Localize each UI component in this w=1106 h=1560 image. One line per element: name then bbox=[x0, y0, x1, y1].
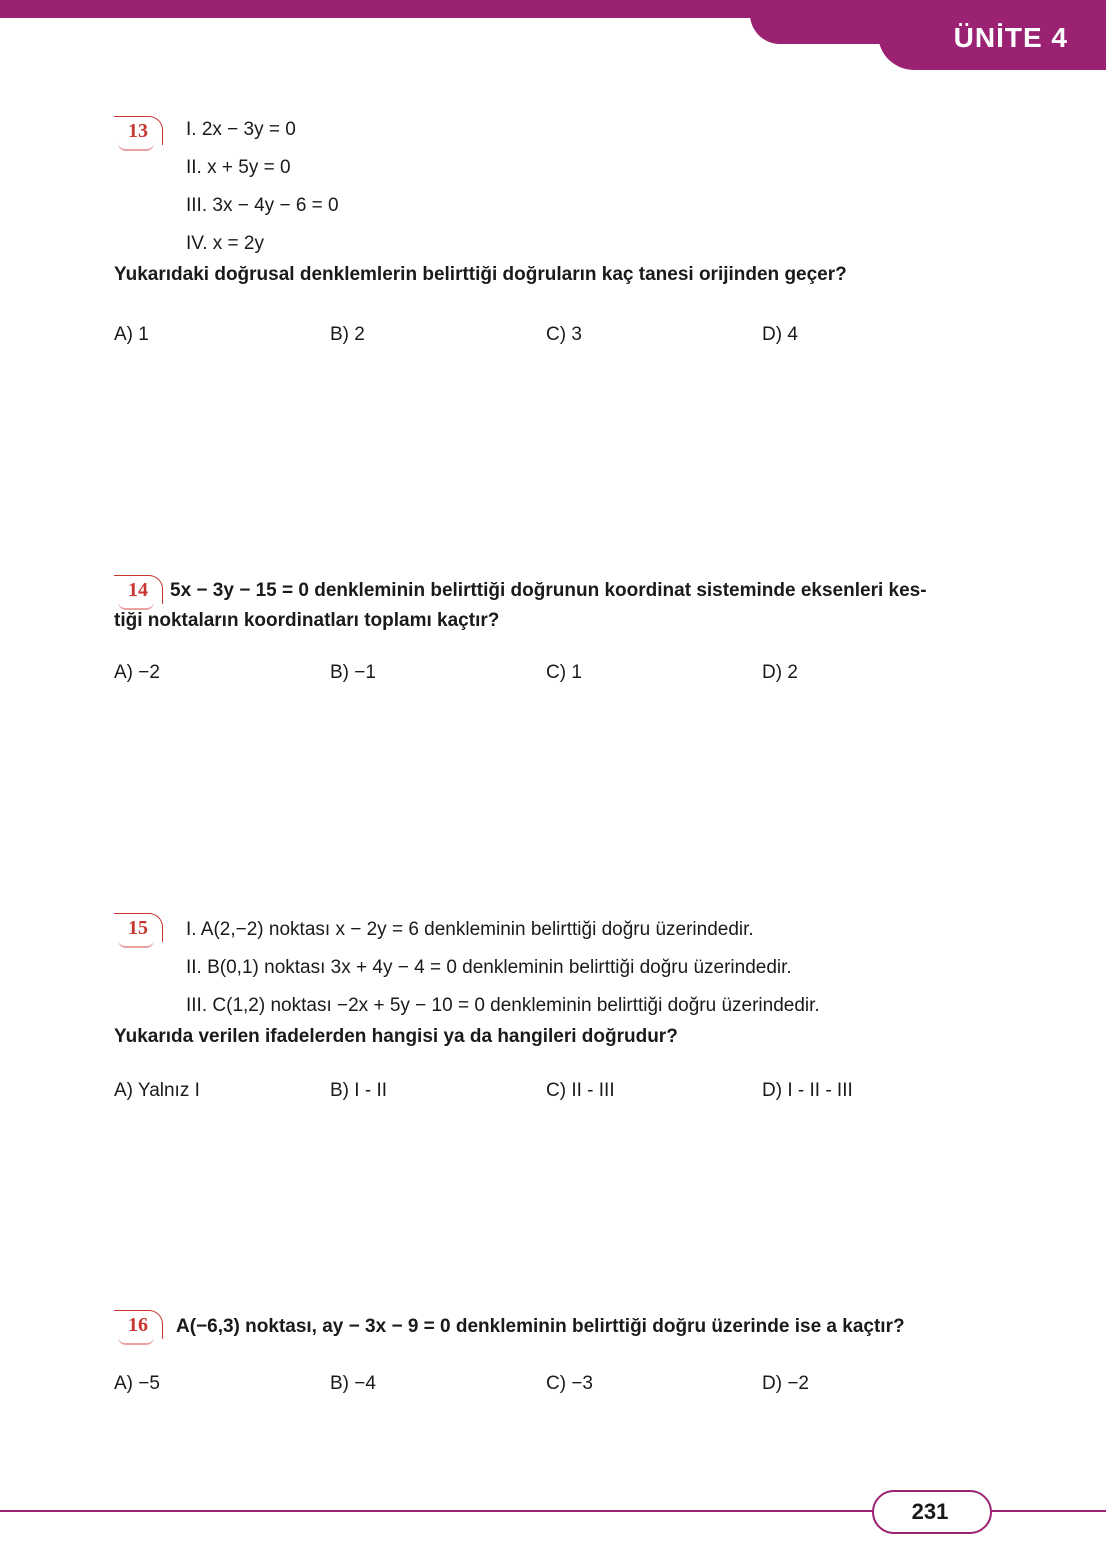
question-15-prompt: Yukarıda verilen ifadelerden hangisi ya da hangileri doğrudur? bbox=[114, 1026, 678, 1047]
question-14-option-a[interactable]: A) −2 bbox=[114, 662, 160, 683]
question-number-badge: 13 bbox=[114, 116, 163, 145]
question-13-option-d[interactable]: D) 4 bbox=[762, 324, 798, 345]
question-number-badge: 16 bbox=[114, 1310, 163, 1339]
page-number: 231 bbox=[911, 1499, 949, 1524]
question-14-option-b[interactable]: B) −1 bbox=[330, 662, 376, 683]
question-16-option-a[interactable]: A) −5 bbox=[114, 1373, 160, 1394]
question-13-option-a[interactable]: A) 1 bbox=[114, 324, 149, 345]
question-13-prompt: Yukarıdaki doğrusal denklemlerin belirttiği doğruların kaç tanesi orijinden geçer? bbox=[114, 264, 847, 285]
question-number-badge: 14 bbox=[114, 575, 163, 604]
question-16-prompt: A(−6,3) noktası, ay − 3x − 9 = 0 denkleminin belirttiği doğru üzerinde ise a kaçtır? bbox=[176, 1316, 905, 1337]
question-15-item-1: I. A(2,−2) noktası x − 2y = 6 denkleminin belirttiği doğru üzerindedir. bbox=[186, 919, 754, 940]
question-14-option-d[interactable]: D) 2 bbox=[762, 662, 798, 683]
question-14-prompt-line-2: tiği noktaların koordinatları toplamı kaçtır? bbox=[114, 610, 500, 631]
unit-tab bbox=[878, 0, 1106, 70]
question-number-badge: 15 bbox=[114, 913, 163, 942]
question-13-item-1: I. 2x − 3y = 0 bbox=[186, 119, 296, 140]
question-13-item-2: II. x + 5y = 0 bbox=[186, 157, 291, 178]
question-13-option-b[interactable]: B) 2 bbox=[330, 324, 365, 345]
question-15-option-a[interactable]: A) Yalnız I bbox=[114, 1080, 200, 1101]
question-15-option-d[interactable]: D) I - II - III bbox=[762, 1080, 853, 1101]
question-15-option-c[interactable]: C) II - III bbox=[546, 1080, 615, 1101]
question-15-item-2: II. B(0,1) noktası 3x + 4y − 4 = 0 denkleminin belirttiği doğru üzerindedir. bbox=[186, 957, 792, 978]
question-14-prompt-line-1: 5x − 3y − 15 = 0 denkleminin belirttiği doğrunun koordinat sisteminde eksenleri kes- bbox=[170, 580, 927, 601]
question-15-option-b[interactable]: B) I - II bbox=[330, 1080, 387, 1101]
unit-label: ÜNİTE 4 bbox=[953, 22, 1068, 53]
question-16-option-b[interactable]: B) −4 bbox=[330, 1373, 376, 1394]
question-13-option-c[interactable]: C) 3 bbox=[546, 324, 582, 345]
question-16-option-d[interactable]: D) −2 bbox=[762, 1373, 809, 1394]
question-14-option-c[interactable]: C) 1 bbox=[546, 662, 582, 683]
question-13-item-3: III. 3x − 4y − 6 = 0 bbox=[186, 195, 339, 216]
question-15-item-3: III. C(1,2) noktası −2x + 5y − 10 = 0 denkleminin belirttiği doğru üzerindedir. bbox=[186, 995, 820, 1016]
question-13-item-4: IV. x = 2y bbox=[186, 233, 264, 254]
question-16-option-c[interactable]: C) −3 bbox=[546, 1373, 593, 1394]
